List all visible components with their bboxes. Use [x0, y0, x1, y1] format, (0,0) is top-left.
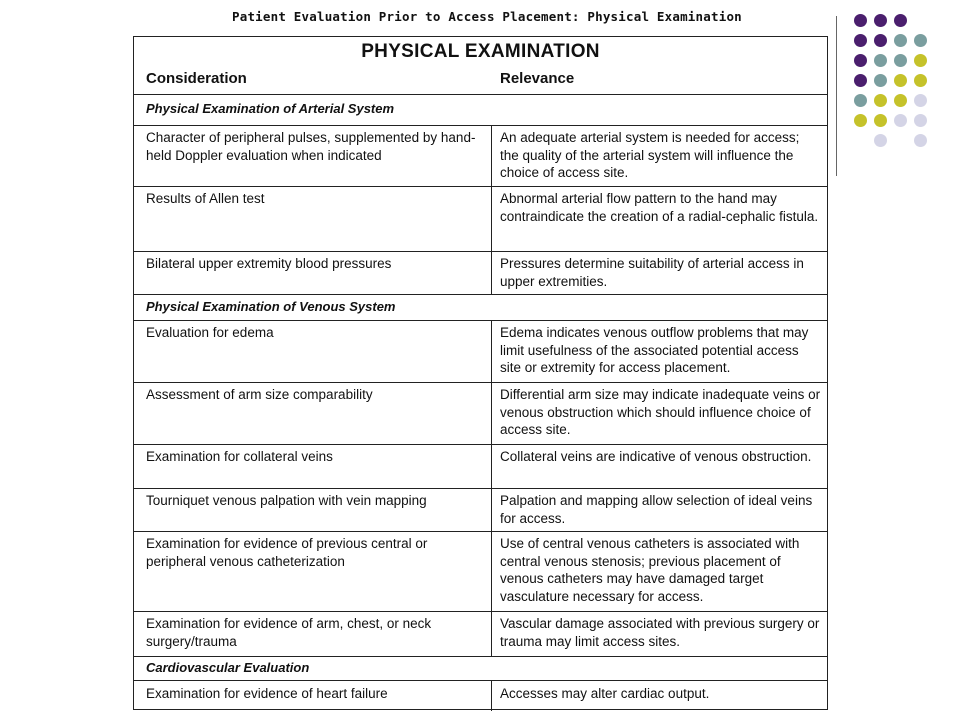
divider-line — [836, 16, 837, 176]
decorative-dot — [914, 94, 927, 107]
physical-examination-table — [133, 36, 828, 710]
decorative-dot — [874, 54, 887, 67]
decorative-dot — [894, 114, 907, 127]
decorative-dot — [874, 14, 887, 27]
decorative-dot — [914, 134, 927, 147]
table-row — [134, 681, 827, 711]
decorative-dot — [894, 54, 907, 67]
consideration-cell: Examination for collateral veins — [134, 445, 492, 488]
consideration-cell: Evaluation for edema — [134, 321, 492, 382]
relevance-cell: Abnormal arterial flow pattern to the hand may contraindicate the creation of a radial-cephalic fistula. — [500, 191, 819, 224]
consideration-cell: Examination for evidence of heart failure — [134, 681, 492, 711]
section-header-cardiovascular: Cardiovascular Evaluation — [134, 657, 827, 681]
relevance-cell: Pressures determine suitability of arterial access in upper extremities. — [500, 256, 804, 289]
decorative-dot — [874, 94, 887, 107]
relevance-cell: Palpation and mapping allow selection of ideal veins for access. — [500, 493, 813, 526]
table-row — [134, 489, 827, 532]
consideration-cell: Bilateral upper extremity blood pressures — [134, 252, 492, 294]
relevance-cell: Edema indicates venous outflow problems that may limit usefulness of the associated potential access site or extremity for access placement. — [500, 325, 809, 375]
decorative-dot — [894, 94, 907, 107]
decorative-dot — [914, 114, 927, 127]
decorative-dot-grid — [854, 14, 954, 154]
table-row — [134, 612, 827, 657]
decorative-dot — [874, 34, 887, 47]
decorative-dot — [854, 94, 867, 107]
consideration-column-header: Consideration — [146, 70, 247, 87]
table-row — [134, 126, 827, 187]
relevance-column-header: Relevance — [500, 70, 575, 87]
decorative-dot — [914, 34, 927, 47]
decorative-dot — [874, 74, 887, 87]
decorative-dot — [874, 114, 887, 127]
relevance-cell: Accesses may alter cardiac output. — [500, 686, 710, 701]
relevance-cell: An adequate arterial system is needed for access; the quality of the arterial system will influence the choice of access site. — [500, 130, 800, 180]
decorative-dot — [854, 14, 867, 27]
decorative-dot — [894, 14, 907, 27]
decorative-dot — [854, 34, 867, 47]
relevance-cell: Differential arm size may indicate inadequate veins or venous obstruction which should influence choice of access site. — [500, 387, 821, 437]
relevance-cell: Collateral veins are indicative of venous obstruction. — [500, 449, 812, 464]
table-title: PHYSICAL EXAMINATION — [361, 41, 600, 62]
consideration-cell: Assessment of arm size comparability — [134, 383, 492, 444]
relevance-cell: Vascular damage associated with previous surgery or trauma may limit access sites. — [500, 616, 820, 649]
table-row — [134, 252, 827, 295]
section-header-arterial: Physical Examination of Arterial System — [134, 95, 827, 126]
relevance-cell: Use of central venous catheters is associated with central venous stenosis; previous placement of venous catheters may have damaged target vasculature necessary for access. — [500, 536, 800, 604]
table-row — [134, 187, 827, 252]
consideration-cell: Examination for evidence of arm, chest, or neck surgery/trauma — [134, 612, 492, 656]
decorative-dot — [914, 74, 927, 87]
decorative-dot — [854, 74, 867, 87]
section-header-venous: Physical Examination of Venous System — [134, 295, 827, 321]
table-row — [134, 383, 827, 445]
decorative-dot — [894, 34, 907, 47]
consideration-cell: Examination for evidence of previous central or peripheral venous catheterization — [134, 532, 492, 611]
table-row — [134, 532, 827, 612]
table-header — [134, 37, 827, 95]
consideration-cell: Results of Allen test — [134, 187, 492, 251]
table-row — [134, 321, 827, 383]
decorative-dot — [854, 114, 867, 127]
consideration-cell: Character of peripheral pulses, supplemented by hand-held Doppler evaluation when indicated — [134, 126, 492, 186]
slide-title: Patient Evaluation Prior to Access Placement: Physical Examination — [232, 9, 742, 24]
decorative-dot — [894, 74, 907, 87]
consideration-cell: Tourniquet venous palpation with vein mapping — [134, 489, 492, 531]
decorative-dot — [914, 54, 927, 67]
table-row — [134, 445, 827, 489]
decorative-dot — [874, 134, 887, 147]
decorative-dot — [854, 54, 867, 67]
